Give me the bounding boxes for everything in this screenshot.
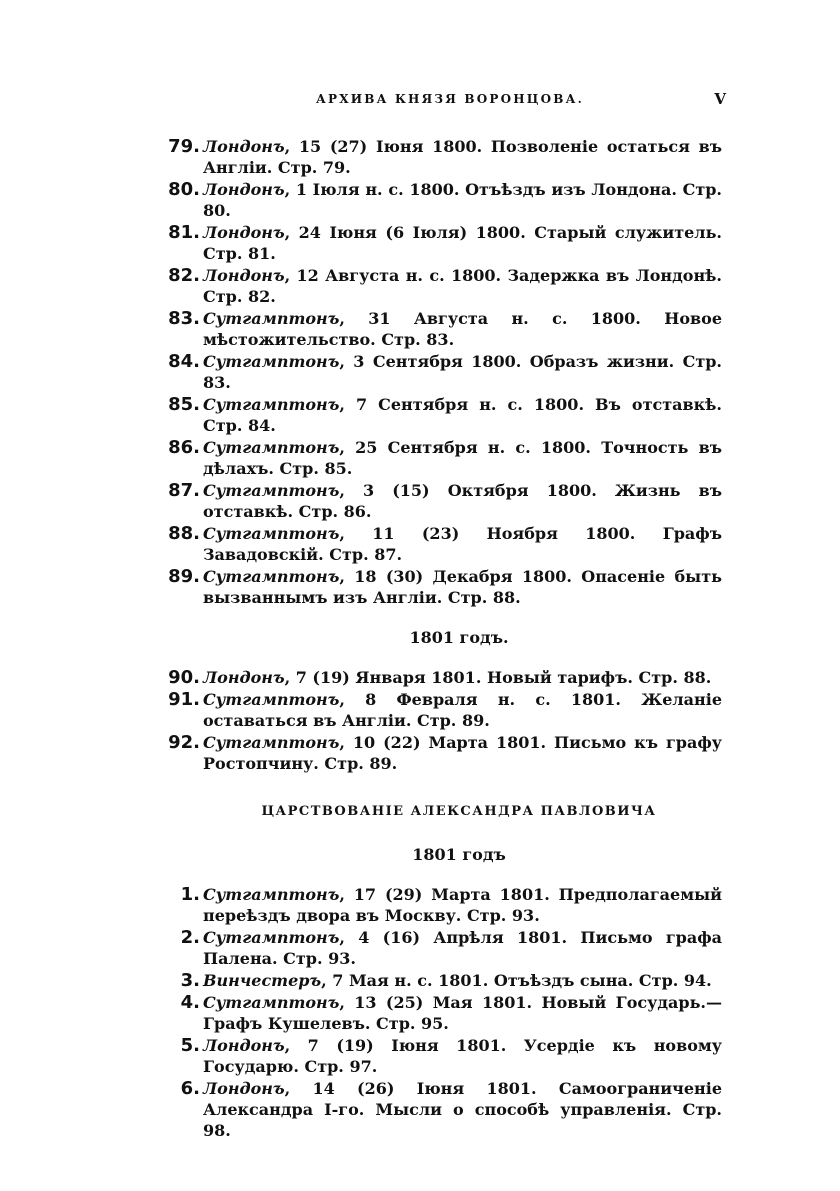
toc-entry [156, 992, 722, 1034]
entry-place: Лондонъ [203, 1079, 285, 1098]
year-heading: 1801 годъ. [409, 628, 509, 647]
entry-place: Сутгамптонъ [203, 481, 340, 500]
entry-number: 87. [168, 480, 200, 501]
entry-number: 91. [168, 689, 200, 710]
entry-number: 4. [180, 992, 200, 1013]
entry-text: , 7 (19) Іюня 1801. Усердіе къ новому Государю. Стр. 97. [203, 1036, 722, 1076]
entry-text: , 15 (27) Іюня 1800. Позволеніе остаться въ Англіи. Стр. 79. [203, 137, 722, 177]
toc-entry [156, 308, 722, 350]
entry-number: 82. [168, 265, 200, 286]
entry-text: , 25 Сентября н. с. 1800. Точность въ дѣлахъ. Стр. 85. [203, 438, 722, 478]
entry-number: 3. [180, 970, 200, 991]
entries-1800 [156, 136, 722, 608]
toc-entry [156, 437, 722, 479]
entry-place: Сутгамптонъ [203, 352, 340, 371]
toc-entry [156, 351, 722, 393]
entry-number: 92. [168, 732, 200, 753]
running-header [198, 92, 730, 114]
entry-place: Винчестеръ [203, 971, 322, 990]
entry-number: 86. [168, 437, 200, 458]
entry-text: , 7 Сентября н. с. 1800. Въ отставкѣ. Стр. 84. [203, 395, 722, 435]
toc-entry [156, 884, 722, 926]
entry-number: 81. [168, 222, 200, 243]
entry-place: Сутгамптонъ [203, 690, 340, 709]
entry-text: , 4 (16) Апрѣля 1801. Письмо графа Палена. Стр. 93. [203, 928, 722, 968]
section-heading: ЦАРСТВОВАНІЕ АЛЕКСАНДРА ПАВЛОВИЧА [261, 804, 657, 819]
entry-text: , 7 Мая н. с. 1801. Отъѣздъ сына. Стр. 94. [321, 971, 712, 990]
toc-entry [156, 394, 722, 436]
entries-1801-paul [156, 667, 722, 774]
entry-place: Лондонъ [203, 180, 285, 199]
toc-entry [156, 732, 722, 774]
entry-number: 80. [168, 179, 200, 200]
entry-number: 89. [168, 566, 200, 587]
year-heading: 1801 годъ [412, 845, 506, 864]
page-number: V [714, 90, 726, 108]
toc-entry [156, 179, 722, 221]
entry-place: Лондонъ [203, 668, 285, 687]
entry-text: , 8 Февраля н. с. 1801. Желаніе оставаться въ Англіи. Стр. 89. [203, 690, 722, 730]
entry-place: Сутгамптонъ [203, 438, 340, 457]
entry-text: , 12 Августа н. с. 1800. Задержка въ Лондонѣ. Стр. 82. [203, 266, 722, 306]
entry-text: , 13 (25) Мая 1801. Новый Государь.— Графъ Кушелевъ. Стр. 95. [203, 993, 722, 1033]
entry-text: , 24 Іюня (6 Іюля) 1800. Старый служитель. Стр. 81. [203, 223, 722, 263]
entry-text: , 3 Сентября 1800. Образъ жизни. Стр. 83. [203, 352, 722, 392]
entry-text: , 14 (26) Іюня 1801. Самоограниченіе Александра I-го. Мысли о способѣ управленія. Стр. 98. [203, 1079, 722, 1140]
toc-entry [156, 970, 722, 991]
entry-place: Сутгамптонъ [203, 928, 340, 947]
entry-text: , 31 Августа н. с. 1800. Новое мѣстожительство. Стр. 83. [203, 309, 722, 349]
entry-number: 2. [180, 927, 200, 948]
entry-place: Сутгамптонъ [203, 885, 340, 904]
entry-text: , 17 (29) Марта 1801. Предполагаемый переѣздъ двора въ Москву. Стр. 93. [203, 885, 722, 925]
entry-text: , 7 (19) Января 1801. Новый тарифъ. Стр. 88. [284, 668, 712, 687]
entry-number: 79. [168, 136, 200, 157]
entry-number: 88. [168, 523, 200, 544]
entry-number: 85. [168, 394, 200, 415]
entry-text: , 1 Іюля н. с. 1800. Отъѣздъ изъ Лондона. Стр. 80. [203, 180, 722, 220]
entry-number: 83. [168, 308, 200, 329]
entry-place: Сутгамптонъ [203, 733, 340, 752]
entry-text: , 10 (22) Марта 1801. Письмо къ графу Ростопчину. Стр. 89. [203, 733, 722, 773]
toc-entry [156, 1078, 722, 1141]
toc-entry [156, 1035, 722, 1077]
entry-number: 5. [180, 1035, 200, 1056]
entry-place: Лондонъ [203, 137, 285, 156]
entry-place: Лондонъ [203, 266, 285, 285]
entry-place: Сутгамптонъ [203, 567, 340, 586]
toc-entry [156, 480, 722, 522]
entry-place: Лондонъ [203, 223, 285, 242]
entry-text: , 18 (30) Декабря 1800. Опасеніе быть вызваннымъ изъ Англіи. Стр. 88. [203, 567, 722, 607]
entry-number: 6. [180, 1078, 200, 1099]
toc-entry [156, 689, 722, 731]
entry-number: 84. [168, 351, 200, 372]
entry-place: Сутгамптонъ [203, 309, 340, 328]
toc-entry [156, 523, 722, 565]
entry-text: , 11 (23) Ноября 1800. Графъ Завадовскій. Стр. 87. [203, 524, 722, 564]
entry-number: 1. [180, 884, 200, 905]
entries-1801-alexander [156, 884, 722, 1141]
toc-entry [156, 265, 722, 307]
entry-number: 90. [168, 667, 200, 688]
entry-place: Лондонъ [203, 1036, 285, 1055]
toc-entry [156, 566, 722, 608]
entry-text: , 3 (15) Октября 1800. Жизнь въ отставкѣ. Стр. 86. [203, 481, 722, 521]
toc-entry [156, 136, 722, 178]
toc-entry [156, 927, 722, 969]
toc-entry [156, 222, 722, 264]
running-header-title: АРХИВА КНЯЗЯ ВОРОНЦОВА. [316, 92, 584, 106]
toc-entry [156, 667, 722, 688]
entry-place: Сутгамптонъ [203, 395, 340, 414]
entry-place: Сутгамптонъ [203, 524, 340, 543]
table-of-contents [156, 136, 722, 1142]
entry-place: Сутгамптонъ [203, 993, 340, 1012]
